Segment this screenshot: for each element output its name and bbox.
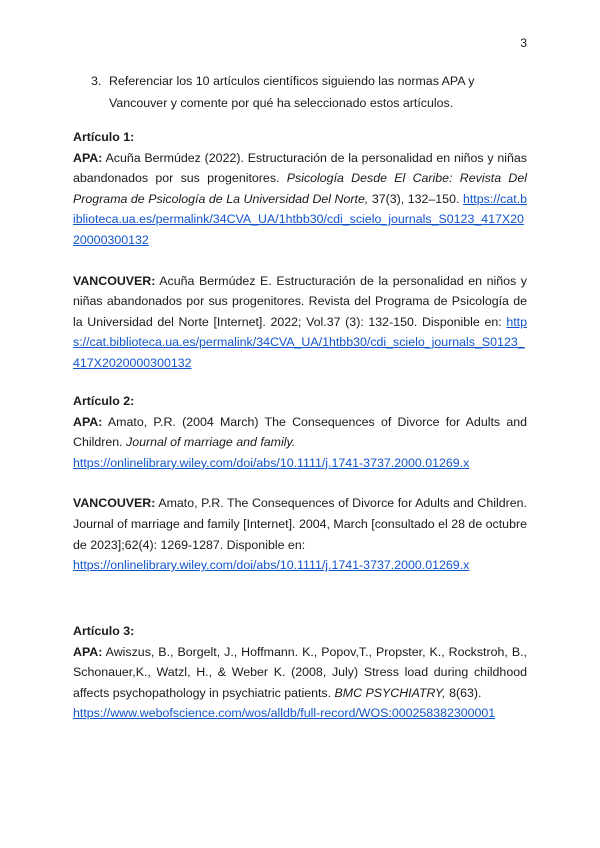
apa-citation	[73, 412, 527, 474]
apa-link[interactable]: https://www.webofscience.com/wos/alldb/full-record/WOS:000258382300001	[73, 706, 496, 721]
apa-citation	[73, 642, 527, 724]
article-3	[73, 621, 527, 724]
apa-link[interactable]: https://onlinelibrary.wiley.com/doi/abs/10.1111/j.1741-3737.2000.01269.x	[73, 455, 470, 470]
vancouver-citation	[73, 493, 527, 575]
apa-text: Awiszus, B., Borgelt, J., Hoffmann. K., Popov,T., Propster, K., Rockstroh, B., Schonauer,K., Watzl, H., & Weber K. (2008, July) Stress load during childhood affects psychopathology in psychiatric patients.	[73, 644, 527, 700]
apa-label: APA:	[73, 150, 103, 165]
vancouver-text: Amato, P.R. The Consequences of Divorce for Adults and Children. Journal of marriage and family [Internet]. 2004, March [consultado el 28 de octubre de 2023];62(4): 1269-1287. Disponible en:	[73, 496, 527, 552]
article-1	[73, 127, 527, 374]
apa-label: APA:	[73, 414, 103, 429]
article-2	[73, 391, 527, 576]
article-heading: Artículo 1:	[73, 130, 135, 144]
article-heading: Artículo 2:	[73, 394, 135, 408]
apa-journal: Psicología Desde El Caribe: Revista Del Programa de Psicología de La Universidad Del Norte,	[73, 171, 527, 206]
instruction-text: Referenciar los 10 artículos científicos siguiendo las normas APA y Vancouver y comente por qué ha seleccionado estos artículos.	[109, 74, 475, 110]
instruction-list-item	[91, 70, 531, 114]
apa-journal: Journal of marriage and family.	[126, 435, 296, 450]
vancouver-text: Acuña Bermúdez E. Estructuración de la personalidad en niños y niñas abandonados por sus progenitores. Revista del Programa de Psicología de la Universidad del Norte [Internet]. 2022; Vol.37 (3): 132-150. Disponible en:	[73, 273, 527, 329]
apa-volume: 37(3), 132–150.	[371, 191, 460, 206]
list-number: 3.	[91, 74, 102, 88]
page-number: 3	[520, 36, 527, 50]
apa-label: APA:	[73, 644, 103, 659]
apa-text: Acuña Bermúdez (2022). Estructuración de la personalidad en niños y niñas abandonados por sus progenitores.	[73, 150, 527, 186]
vancouver-label: VANCOUVER:	[73, 496, 156, 511]
apa-journal: BMC PSYCHIATRY,	[334, 685, 446, 700]
vancouver-link[interactable]: https://cat.biblioteca.ua.es/permalink/34CVA_UA/1htbb30/cdi_scielo_journals_S0123_417X2020000300132	[73, 314, 527, 370]
apa-citation	[73, 148, 527, 251]
vancouver-label: VANCOUVER:	[73, 273, 156, 288]
apa-volume: 8(63).	[449, 685, 482, 700]
article-heading: Artículo 3:	[73, 624, 135, 638]
vancouver-citation	[73, 271, 527, 374]
apa-link[interactable]: https://cat.biblioteca.ua.es/permalink/34CVA_UA/1htbb30/cdi_scielo_journals_S0123_417X2020000300132	[73, 191, 528, 247]
vancouver-link[interactable]: https://onlinelibrary.wiley.com/doi/abs/10.1111/j.1741-3737.2000.01269.x	[73, 558, 470, 573]
apa-text: Amato, P.R. (2004 March) The Consequences of Divorce for Adults and Children.	[73, 414, 527, 450]
